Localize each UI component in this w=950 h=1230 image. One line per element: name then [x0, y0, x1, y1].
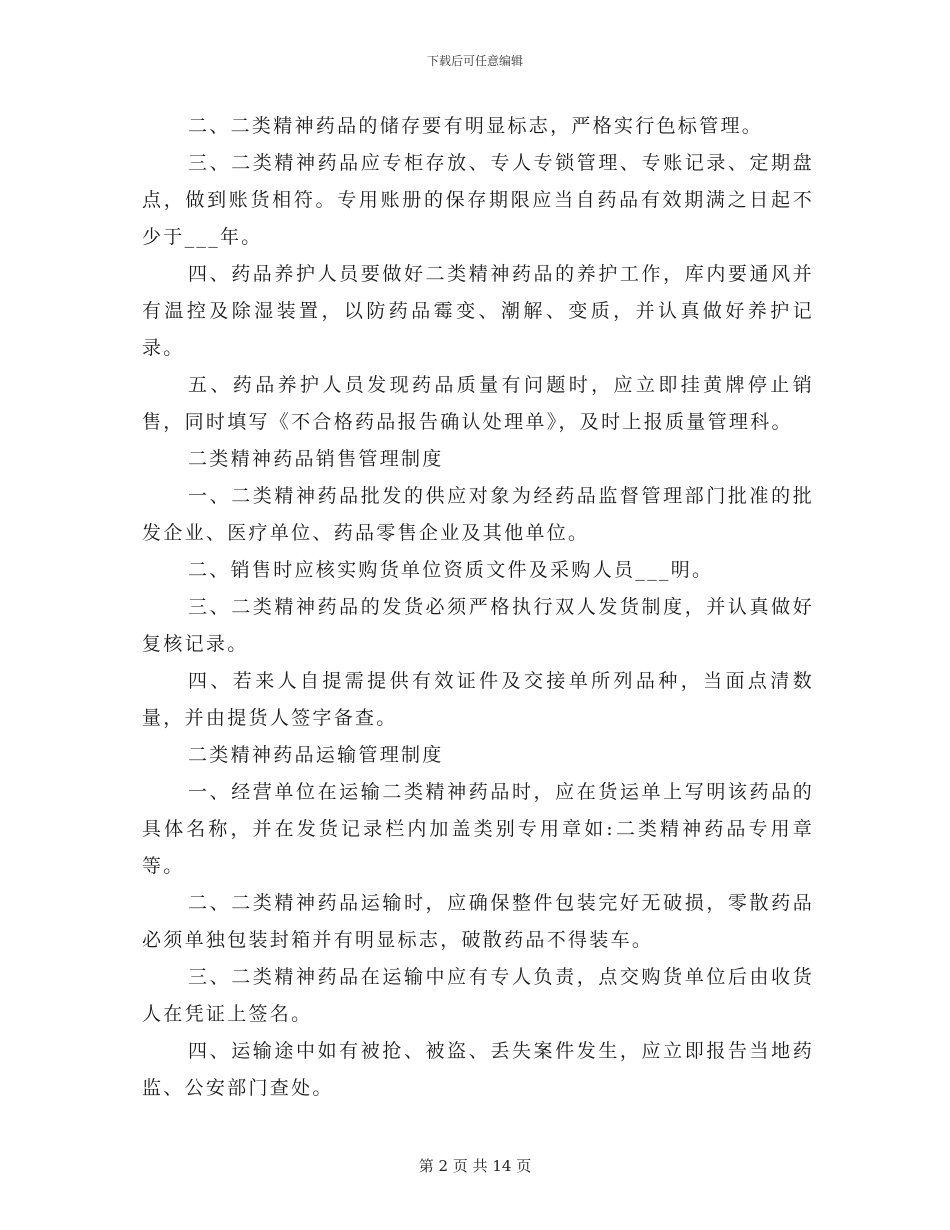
page-number: 第 2 页 共 14 页 — [418, 1157, 532, 1175]
section-heading-sales: 二类精神药品销售管理制度 — [188, 448, 444, 470]
paragraph-transport-waybill: 一、经营单位在运输二类精神药品时，应在货运单上写明该药品的具体名称，并在发货记录栏内加盖类别专用章如:二类精神药品专用章等。 — [142, 781, 814, 877]
page-header-note: 下载后可任意编辑 — [426, 54, 523, 68]
paragraph-maintenance: 四、药品养护人员要做好二类精神药品的养护工作，库内要通风并有温控及除湿装置，以防药品霉变、潮解、变质，并认真做好养护记录。 — [142, 263, 814, 359]
paragraph-sales-dispatch: 三、二类精神药品的发货必须严格执行双人发货制度，并认真做好复核记录。 — [142, 596, 814, 655]
paragraph-sales-pickup: 四、若来人自提需提供有效证件及交接单所列品种，当面点清数量，并由提货人签字备查。 — [142, 670, 814, 729]
paragraph-storage-cabinet: 三、二类精神药品应专柜存放、专人专锁管理、专账记录、定期盘点，做到账货相符。专用账册的保存期限应当自药品有效期满之日起不少于___年。 — [142, 152, 814, 248]
paragraph-sales-targets: 一、二类精神药品批发的供应对象为经药品监督管理部门批准的批发企业、医疗单位、药品零售企业及其他单位。 — [142, 485, 814, 544]
paragraph-quality-issue: 五、药品养护人员发现药品质量有问题时，应立即挂黄牌停止销售，同时填写《不合格药品报告确认处理单》，及时上报质量管理科。 — [142, 374, 814, 433]
paragraph-storage-mark: 二、二类精神药品的储存要有明显标志，严格实行色标管理。 — [188, 115, 764, 137]
document-body — [142, 108, 814, 1107]
paragraph-sales-verify: 二、销售时应核实购货单位资质文件及采购人员___明。 — [188, 559, 714, 581]
section-heading-transport: 二类精神药品运输管理制度 — [188, 744, 444, 766]
paragraph-transport-packaging: 二、二类精神药品运输时，应确保整件包装完好无破损，零散药品必须单独包装封箱并有明显标志，破散药品不得装车。 — [142, 892, 814, 951]
paragraph-transport-responsible: 三、二类精神药品在运输中应有专人负责，点交购货单位后由收货人在凭证上签名。 — [142, 966, 814, 1025]
paragraph-transport-incident: 四、运输途中如有被抢、被盗、丢失案件发生，应立即报告当地药监、公安部门查处。 — [142, 1040, 814, 1099]
